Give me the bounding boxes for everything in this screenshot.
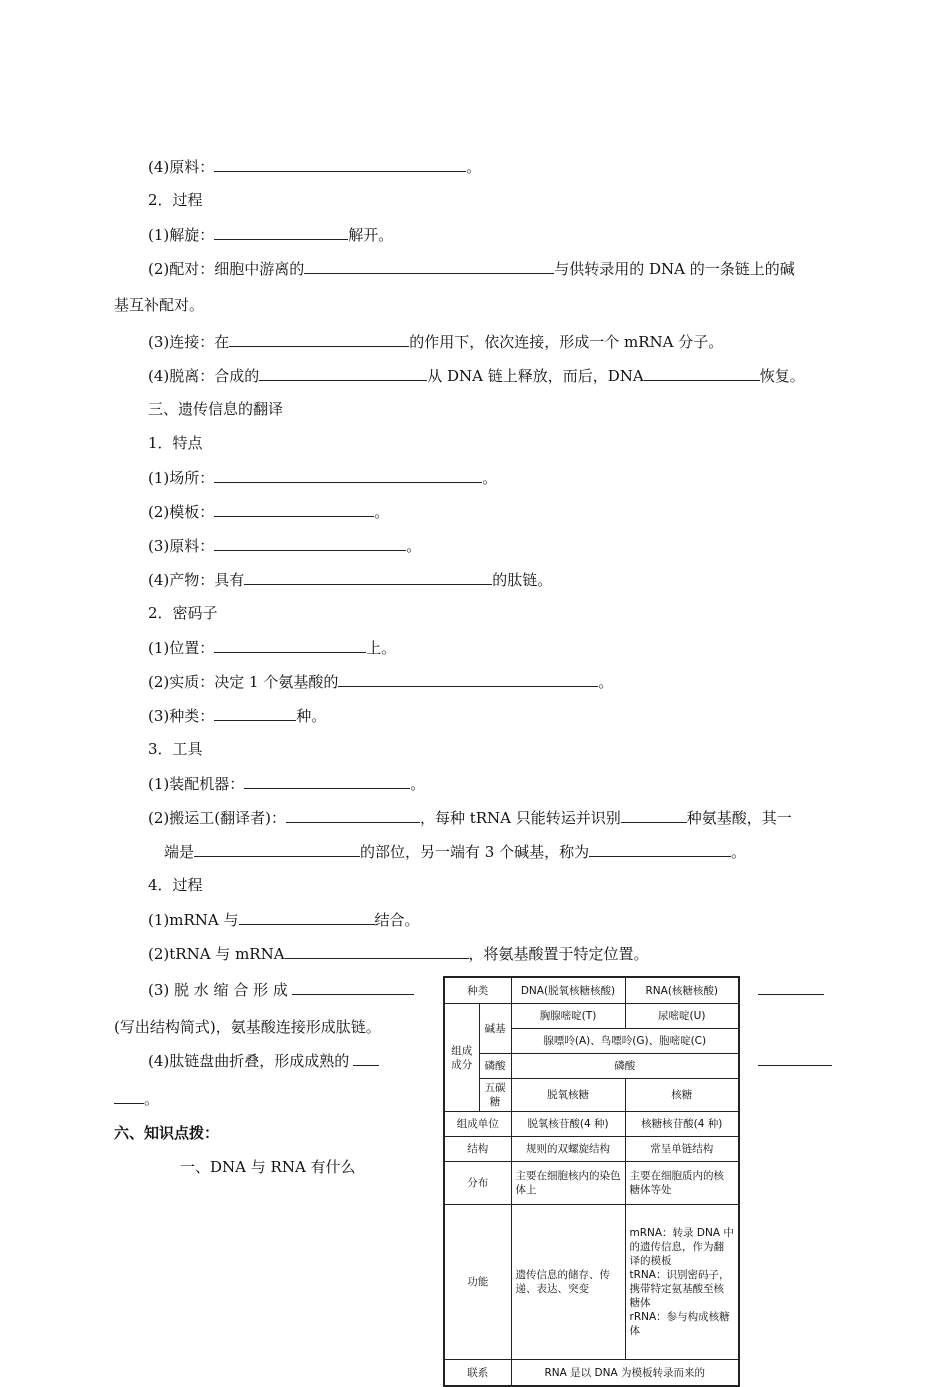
text: (写出结构简式)，氨基酸连接形成肽链。: [114, 1018, 381, 1036]
text: 解开。: [348, 226, 394, 244]
text: (1)装配机器：: [148, 775, 245, 793]
text: (1)解旋：: [148, 226, 215, 244]
line-codon-position: [148, 637, 396, 658]
line-mrna-binding: [148, 909, 420, 930]
unit-dna: 脱氧核苷酸(4 种): [511, 1112, 625, 1137]
answer-blank[interactable]: [338, 671, 598, 687]
table-row: [444, 1360, 739, 1387]
text: 。: [482, 469, 498, 487]
line-folding-right: [758, 1050, 832, 1071]
structure-dna: 规则的双螺旋结构: [511, 1137, 625, 1162]
line-dehydration-right: [758, 979, 824, 1000]
text: 从 DNA 链上释放，而后，DNA: [427, 367, 644, 385]
dna-rna-comparison-table: [443, 976, 738, 1379]
phosphate-value: 磷酸: [511, 1054, 739, 1079]
section-heading: 4．过程: [148, 876, 203, 894]
structure-rna: 常呈单链结构: [625, 1137, 739, 1162]
sugar-label: 五碳糖: [479, 1079, 511, 1112]
text: 。: [374, 503, 390, 521]
line-assembly-machine: [148, 773, 425, 794]
line-pairing: [148, 258, 795, 279]
text: 。: [466, 158, 482, 176]
table-row: [444, 1004, 739, 1029]
answer-blank[interactable]: [244, 773, 410, 789]
line-raw-material-transcription: [148, 156, 481, 177]
line-dna-rna-question: [180, 1157, 356, 1177]
line-carrier-cont: [164, 841, 746, 862]
answer-blank[interactable]: [214, 224, 348, 240]
header-dna: DNA(脱氧核糖核酸): [511, 977, 625, 1004]
line-folding: [148, 1050, 379, 1071]
line-heading-translation: [148, 399, 283, 419]
text: 种氨基酸，其一: [686, 809, 792, 827]
section-heading: 三、遗传信息的翻译: [148, 400, 284, 418]
line-heading-codon: [148, 603, 218, 623]
line-product: [148, 569, 552, 590]
answer-blank[interactable]: [758, 979, 824, 995]
distribution-rna: 主要在细胞质内的核糖体等处: [625, 1162, 739, 1205]
answer-blank[interactable]: [194, 841, 360, 857]
text: ，将氨基酸置于特定位置。: [468, 945, 649, 963]
table-row: [444, 1205, 739, 1360]
line-raw-material-translation: [148, 535, 421, 556]
text: 种。: [296, 707, 327, 725]
answer-blank[interactable]: [214, 156, 466, 172]
table-row: [444, 1079, 739, 1112]
text: (4)肽链盘曲折叠，形成成熟的: [148, 1052, 350, 1070]
text: (4)产物：具有: [148, 571, 245, 589]
text: (3)原料：: [148, 537, 215, 555]
base-label: 碱基: [479, 1004, 511, 1054]
line-heading-process: [148, 190, 203, 210]
text: ，每种 tRNA 只能转运并识别: [419, 809, 621, 827]
answer-blank[interactable]: [114, 1088, 144, 1104]
text: 的肽链。: [492, 571, 553, 589]
function-mrna: mRNA：转录 DNA 中的遗传信息，作为翻译的模板: [629, 1227, 734, 1267]
text: (3)种类：: [148, 707, 215, 725]
table-row: [444, 1162, 739, 1205]
line-knowledge-tips: [114, 1123, 219, 1143]
text: (3) 脱 水 缩 合 形 成: [148, 981, 288, 999]
text: (2)tRNA 与 mRNA: [148, 945, 285, 963]
answer-blank[interactable]: [214, 705, 296, 721]
answer-blank[interactable]: [239, 909, 375, 925]
answer-blank[interactable]: [214, 467, 482, 483]
header-rna: RNA(核糖核酸): [625, 977, 739, 1004]
answer-blank[interactable]: [304, 258, 554, 274]
text: 。: [731, 843, 747, 861]
structure-label: 结构: [444, 1137, 511, 1162]
distribution-label: 分布: [444, 1162, 511, 1205]
answer-blank[interactable]: [621, 807, 687, 823]
answer-blank[interactable]: [229, 331, 409, 347]
answer-blank[interactable]: [244, 569, 492, 585]
unit-label: 组成单位: [444, 1112, 511, 1137]
answer-blank[interactable]: [353, 1050, 379, 1066]
text: 端是: [164, 843, 195, 861]
text: 基互补配对。: [114, 296, 205, 314]
text: 。: [144, 1090, 160, 1108]
answer-blank[interactable]: [214, 501, 374, 517]
table-row: [444, 1112, 739, 1137]
text: 的作用下，依次连接，形成一个 mRNA 分子。: [409, 333, 724, 351]
text: 结合。: [374, 911, 420, 929]
answer-blank[interactable]: [292, 979, 414, 995]
line-codon-types: [148, 705, 326, 726]
section-heading: 2．密码子: [148, 604, 218, 622]
line-dehydration-cont: [114, 1017, 381, 1037]
relation-value: RNA 是以 DNA 为模板转录而来的: [511, 1360, 739, 1387]
section-heading: 六、知识点拨：: [114, 1124, 220, 1142]
section-heading: 2．过程: [148, 191, 203, 209]
line-template: [148, 501, 389, 522]
line-heading-translation-process: [148, 875, 203, 895]
line-unwinding: [148, 224, 393, 245]
answer-blank[interactable]: [285, 943, 469, 959]
unit-rna: 核糖核苷酸(4 种): [625, 1112, 739, 1137]
line-heading-tools: [148, 739, 203, 759]
text: (4)原料：: [148, 158, 215, 176]
line-trna-pairing: [148, 943, 649, 964]
line-dehydration: [148, 979, 414, 1000]
line-release: [148, 365, 805, 386]
text: 上。: [366, 639, 397, 657]
base-rna: 尿嘧啶(U): [625, 1004, 739, 1029]
phosphate-label: 磷酸: [479, 1054, 511, 1079]
text: (4)脱离：合成的: [148, 367, 260, 385]
text: 的部位，另一端有 3 个碱基，称为: [360, 843, 590, 861]
answer-blank[interactable]: [758, 1050, 832, 1066]
text: (2)实质：决定 1 个氨基酸的: [148, 673, 339, 691]
line-site: [148, 467, 497, 488]
function-trna: tRNA：识别密码子，携带特定氨基酸至核糖体: [629, 1269, 730, 1309]
function-dna: 遗传信息的储存、传递、表达、突变: [511, 1205, 625, 1360]
text: (1)位置：: [148, 639, 215, 657]
answer-blank[interactable]: [589, 841, 731, 857]
answer-blank[interactable]: [214, 535, 406, 551]
answer-blank[interactable]: [214, 637, 366, 653]
section-heading: 3．工具: [148, 740, 203, 758]
table-row: [444, 1054, 739, 1079]
answer-blank[interactable]: [259, 365, 427, 381]
line-pairing-cont: [114, 295, 204, 315]
line-heading-features: [148, 433, 203, 453]
sugar-rna: 核糖: [625, 1079, 739, 1112]
function-rrna: rRNA：参与构成核糖体: [629, 1311, 730, 1337]
line-codon-essence: [148, 671, 613, 692]
text: 恢复。: [759, 367, 805, 385]
text: 与供转录用的 DNA 的一条链上的碱: [554, 260, 795, 278]
text: (2)配对：细胞中游离的: [148, 260, 305, 278]
function-rna: [625, 1205, 739, 1360]
answer-blank[interactable]: [286, 807, 420, 823]
text: 。: [406, 537, 422, 555]
answer-blank[interactable]: [644, 365, 760, 381]
line-carrier: [148, 807, 792, 828]
text: 一、DNA 与 RNA 有什么: [180, 1158, 356, 1176]
relation-label: 联系: [444, 1360, 511, 1387]
function-label: 功能: [444, 1205, 511, 1360]
text: 。: [598, 673, 614, 691]
base-common: 腺嘌呤(A)、鸟嘌呤(G)、胞嘧啶(C): [511, 1029, 739, 1054]
text: (3)连接：在: [148, 333, 230, 351]
sugar-dna: 脱氧核糖: [511, 1079, 625, 1112]
text: (1)场所：: [148, 469, 215, 487]
distribution-dna: 主要在细胞核内的染色体上: [511, 1162, 625, 1205]
text: 。: [410, 775, 426, 793]
text: (2)模板：: [148, 503, 215, 521]
text: (1)mRNA 与: [148, 911, 239, 929]
section-heading: 1．特点: [148, 434, 203, 452]
table-row: [444, 977, 739, 1004]
group-composition-label: 组成成分: [444, 1004, 479, 1112]
header-type: 种类: [444, 977, 511, 1004]
table-row: [444, 1137, 739, 1162]
line-folding-cont: [114, 1088, 159, 1109]
base-dna: 胸腺嘧啶(T): [511, 1004, 625, 1029]
text: (2)搬运工(翻译者)：: [148, 809, 286, 827]
line-joining: [148, 331, 723, 352]
